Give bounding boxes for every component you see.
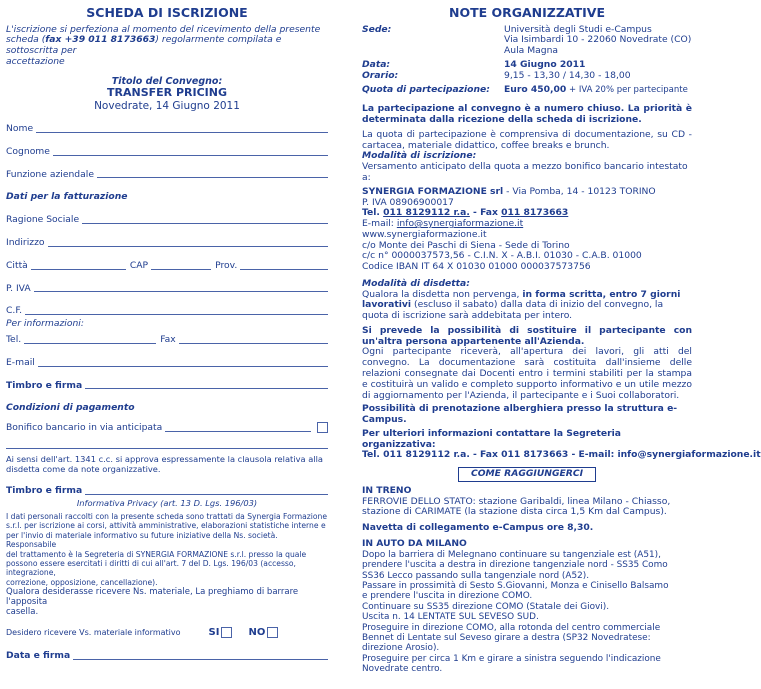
substitution-text: Ogni partecipante riceverà, all'apertura dei lavori, gli atti del convegno. La documentazione sarà costituita dall'insieme delle relazioni consegnate dai Docenti entro i termini stabiliti per la stampa e costituirà un valido e completo supporto informativo e un utile mezzo di aggiornamento per l'Azienda, il partecipante e i Suoi collaboratori. (362, 346, 692, 401)
company-line[interactable] (82, 223, 328, 224)
direction-line: Uscita n. 14 LENTATE SUL SEVESO SUD. (362, 612, 539, 623)
venue-line: Via Isimbardi 10 - 22060 Novedrate (CO) (504, 34, 692, 46)
stamp-signature-field[interactable] (6, 369, 328, 392)
venue-label: Sede: (362, 23, 392, 35)
name-field[interactable] (6, 112, 328, 135)
receive-material-label: Desidero ricevere Vs. materiale informativo (6, 627, 181, 637)
email-label: E-mail (6, 356, 35, 368)
direction-line: SS36 Lecco passando sulla tangenziale nord (A52). (362, 570, 590, 581)
cap-label: CAP (129, 259, 149, 271)
venue-value (504, 25, 692, 57)
company-tel[interactable]: 011 8129112 r.a. (383, 207, 470, 219)
taxcode-line[interactable] (25, 314, 328, 315)
prov-label: Prov. (215, 259, 238, 271)
contact-fax[interactable]: - Fax 011 8173663 (469, 449, 569, 461)
company-details (362, 187, 692, 273)
intro-line-1: L'iscrizione si perfeziona al momento del ricevimento della presente (6, 23, 321, 35)
company-label: Ragione Sociale (6, 214, 80, 226)
taxcode-field[interactable] (6, 294, 328, 317)
surname-line[interactable] (53, 155, 328, 156)
date-signature-label: Data e firma (6, 650, 71, 662)
company-website-link[interactable]: www.synergiaformazione.it (362, 228, 487, 240)
privacy-line: I dati personali raccolti con la presente scheda sono trattati da Synergia Formazione (6, 511, 328, 521)
optout-text (6, 587, 328, 617)
direction-line: Continuare su SS35 direzione COMO (Statale dei Giovi). (362, 601, 610, 612)
car-heading: IN AUTO DA MILANO (362, 537, 467, 549)
direction-line: Passare in prossimità di Sesto S.Giovanni, Monza e Cinisello Balsamo (362, 580, 669, 591)
role-line[interactable] (97, 177, 328, 178)
receive-material-row (6, 627, 328, 639)
payment-option[interactable] (6, 414, 328, 434)
privacy-text (6, 512, 328, 588)
hotel-note: Possibilità di prenotazione alberghiera presso la struttura e-Campus. (362, 403, 678, 426)
direction-line: Proseguire per circa 1 Km e girare a sinistra seguendo l'indicazione Novedrate centro. (362, 653, 661, 675)
cancellation-c: (escluso il sabato) dalla data di inizio del convegno, la quota di iscrizione sarà addebitata per intero. (362, 299, 664, 322)
time-value: 9,15 - 13,30 / 14,30 - 18,00 (504, 69, 631, 81)
city-row (6, 249, 328, 272)
privacy-line: possono essere esercitati i diritti di cui all'art. 7 del D. Lgs. 196/03 (accesso, integrazione, (6, 559, 296, 578)
info-heading: Per informazioni: (6, 318, 84, 330)
payment-option-line (165, 431, 311, 432)
direction-line: Bennet di Lentate sul Seveso girare a destra (SP32 Novedratese: direzione Arosio). (362, 632, 651, 654)
stamp-signature-line[interactable] (85, 388, 328, 389)
bank-line: c/o Monte dei Paschi di Siena - Sede di Torino (362, 239, 570, 251)
privacy-heading: Informativa Privacy (art. 13 D. Lgs. 196/03) (76, 497, 258, 508)
stamp-signature-label: Timbro e firma (6, 379, 83, 391)
form-title: SCHEDA DI ISCRIZIONE (86, 5, 248, 20)
cancellation-b: in forma scritta, entro 7 giorni lavorativi (362, 288, 681, 311)
fee-value: Euro 450,00 (504, 84, 567, 96)
payment-heading: Condizioni di pagamento (6, 402, 135, 414)
intro-fax: fax +39 011 8173663 (45, 34, 156, 46)
limited-seats: La partecipazione al convegno è a numero chiuso. La priorità è determinata dalla ricezione della scheda di iscrizione. (362, 103, 692, 126)
fee-extra: + IVA 20% per partecipante (566, 85, 688, 96)
venue-row (362, 25, 692, 57)
payment-checkbox[interactable] (317, 422, 328, 433)
intro-line-2a: scheda ( (6, 34, 46, 46)
time-row (362, 71, 692, 82)
registration-method-text: Versamento anticipato della quota a mezzo bonifico bancario intestato a: (362, 161, 688, 183)
date-label: Data: (362, 58, 391, 70)
direction-line: Proseguire in direzione COMO, alla rotonda del centro commerciale (362, 622, 661, 633)
contact-email[interactable]: - E-mail: info@synergiaformazione.it (568, 449, 761, 461)
name-label: Nome (6, 122, 34, 134)
conference-place-date: Novedrate, 14 Giugno 2011 (94, 99, 240, 112)
company-fax[interactable]: 011 8173663 (501, 207, 569, 219)
intro-line-3: accettazione (6, 55, 65, 67)
surname-field[interactable] (6, 135, 328, 158)
prov-line[interactable] (240, 269, 328, 270)
direction-line: Dopo la barriera di Melegnano continuare su tangenziale est (A51), (362, 549, 661, 560)
role-label: Funzione aziendale (6, 168, 94, 180)
email-line[interactable] (38, 366, 328, 367)
company-vat: P. IVA 08906900017 (362, 196, 454, 208)
fee-label: Quota di partecipazione: (362, 84, 490, 96)
venue-line: Aula Magna (504, 45, 559, 57)
privacy-line: per l'invio di materiale informativo su future iniziative della Ns. società. Responsabile (6, 530, 278, 550)
company-email-link[interactable]: info@synergiaformazione.it (396, 218, 524, 230)
name-line[interactable] (36, 132, 328, 133)
time-label: Orario: (362, 69, 399, 81)
company-fax-label: - Fax (469, 207, 502, 219)
fax-line[interactable] (179, 343, 328, 344)
stamp-signature-line-2[interactable] (85, 494, 328, 495)
no-checkbox[interactable] (267, 627, 278, 638)
substitution-heading: Si prevede la possibilità di sostituire il partecipante con un'altra persona appartenente all'Azienda. (362, 324, 692, 347)
optout-line-1: Qualora desiderasse ricevere Ns. materiale, La preghiamo di barrare l'apposita (6, 587, 299, 608)
no-label: NO (248, 626, 266, 638)
email-field[interactable] (6, 346, 328, 369)
city-line[interactable] (31, 269, 126, 270)
vat-label: P. IVA (6, 282, 31, 294)
company-address: - Via Pomba, 14 - 10123 TORINO (503, 185, 656, 197)
taxcode-label: C.F. (6, 305, 23, 317)
conference-title: TRANSFER PRICING (107, 85, 227, 99)
company-tel-label: Tel. (362, 207, 384, 219)
date-signature-line[interactable] (73, 659, 328, 660)
tel-fax-row (6, 330, 328, 346)
date-value: 14 Giugno 2011 (504, 58, 586, 70)
fax-label: Fax (160, 334, 176, 346)
train-text: FERROVIE DELLO STATO: stazione Garibaldi, linea Milano - Chiasso, stazione di CARIMATE (la stazione dista circa 1,5 Km dal Campus). (362, 495, 671, 518)
cap-line[interactable] (151, 269, 211, 270)
yes-checkbox[interactable] (221, 627, 232, 638)
cancellation-text (362, 290, 692, 322)
fee-includes: La quota di partecipazione è comprensiva di documentazione, su CD - cartacea, materiale didattico, coffee breaks e brunch. (362, 128, 692, 151)
contact-heading: Per ulteriori informazioni contattare la Segreteria organizzativa: (362, 427, 621, 450)
company-name: SYNERGIA FORMAZIONE srl (362, 185, 504, 197)
privacy-line: s.r.l. per iscrizione ai corsi, attività amministrative, elaborazioni statistiche interne e (6, 521, 326, 531)
optout-line-2: casella. (6, 607, 39, 618)
registration-form-column (6, 6, 328, 662)
cancellation-heading: Modalità di disdetta: (362, 277, 470, 289)
clause-line-2: disdetta come da note organizzative. (6, 464, 161, 475)
privacy-line: del trattamento è la Segreteria di SYNERGIA FORMAZIONE s.r.l. presso la quale (6, 549, 307, 559)
train-heading: IN TRENO (362, 484, 412, 496)
form-intro (6, 25, 328, 68)
fee-row (362, 85, 692, 96)
privacy-line: correzione, opposizione, cancellazione). (6, 577, 158, 587)
surname-label: Cognome (6, 145, 50, 157)
company-field[interactable] (6, 203, 328, 226)
bank-line: c/c n° 0000037573,56 - C.I.N. X - A.B.I. 01030 - C.A.B. 01000 (362, 250, 642, 262)
yes-label: SI (208, 626, 220, 638)
address-line[interactable] (48, 246, 328, 247)
payment-option-label: Bonifico bancario in via anticipata (6, 422, 163, 434)
clause-line-1: Ai sensi dell'art. 1341 c.c. si approva espressamente la clausola relativa alla (6, 454, 324, 465)
contact-tel[interactable]: Tel. 011 8129112 r.a. (362, 449, 470, 461)
tel-label: Tel. (6, 334, 22, 346)
company-email-label: E-mail: (362, 218, 397, 230)
role-field[interactable] (6, 158, 328, 181)
clause-text (6, 448, 328, 475)
venue-line: Università degli Studi e-Campus (504, 23, 652, 35)
registration-method-heading: Modalità di iscrizione: (362, 150, 477, 162)
bank-iban: Codice IBAN IT 64 X 01030 01000 000037573756 (362, 261, 591, 273)
tel-line[interactable] (24, 343, 156, 344)
notes-title: NOTE ORGANIZZATIVE (448, 5, 606, 20)
shuttle-note: Navetta di collegamento e-Campus ore 8,30. (362, 522, 594, 534)
address-field[interactable] (6, 226, 328, 249)
city-label: Città (6, 259, 28, 271)
vat-field[interactable] (6, 272, 328, 295)
car-directions (362, 550, 692, 675)
billing-heading: Dati per la fatturazione (6, 191, 128, 203)
direction-line: e prendere l'uscita in direzione COMO. (362, 591, 533, 602)
vat-line[interactable] (34, 291, 328, 292)
conference-label: Titolo del Convegno: (111, 75, 223, 87)
stamp-signature-field-2[interactable] (6, 475, 328, 497)
contact-line (362, 449, 761, 461)
intro-line-2c: ) regolarmente compilata e sottoscritta per (6, 34, 282, 57)
organizational-notes-column (362, 5, 761, 675)
cancellation-a: Qualora la disdetta non pervenga, (362, 288, 523, 300)
stamp-signature-label-2: Timbro e firma (6, 485, 83, 497)
direction-line: prendere l'uscita a destra in direzione tangenziale nord - SS35 Como (362, 560, 668, 571)
date-signature-field[interactable] (6, 638, 328, 662)
address-label: Indirizzo (6, 236, 45, 248)
how-to-reach-heading: COME RAGGIUNGERCI (458, 467, 596, 482)
